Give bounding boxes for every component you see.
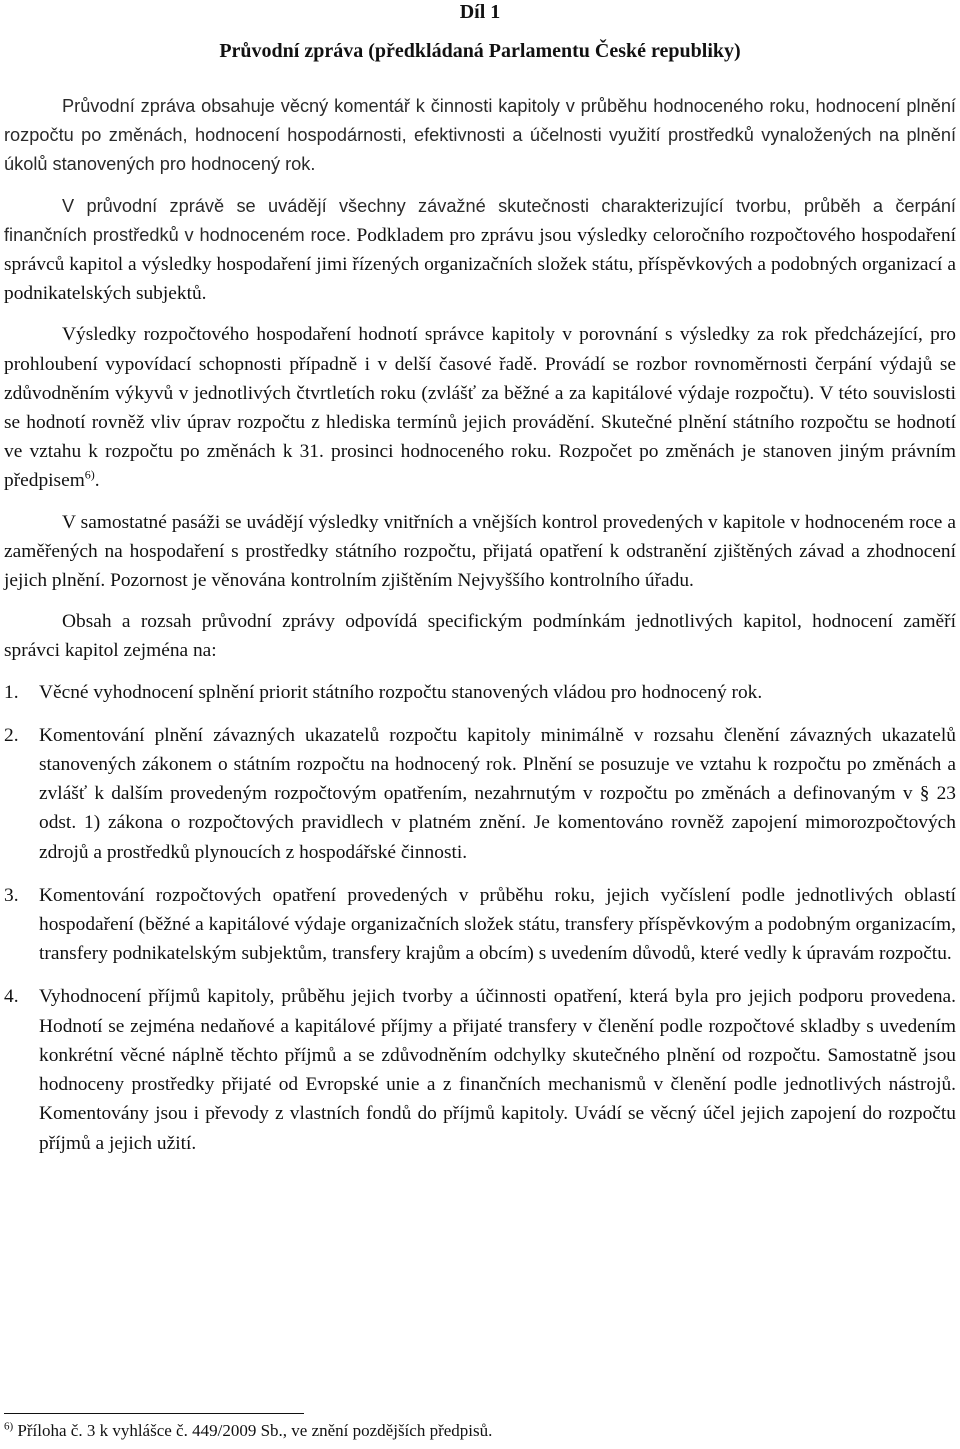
footnote-marker: 6) <box>4 1420 14 1433</box>
list-item-text: Věcné vyhodnocení splnění priorit státního rozpočtu stanovených vládou pro hodnocený rok. <box>39 681 763 703</box>
paragraph-intro: Průvodní zpráva obsahuje věcný komentář k činnosti kapitoly v průběhu hodnoceného roku, hodnocení plnění rozpočtu po změnách, hodnocení hospodárnosti, efektivnosti a účelnosti využití prostředků vynaložených na plnění úkolů stanovených pro hodnocený rok. <box>4 96 956 175</box>
footnote <box>4 1420 944 1442</box>
list-item <box>4 721 956 867</box>
list-item <box>4 982 956 1157</box>
paragraph-content-overview-serif: Podkladem pro zprávu jsou výsledky celoročního rozpočtového hospodaření správců kapitol a výsledky hospodaření jimi řízených organizačních složek státu, příspěvkových a podobných organizací a podnikatelských subjektů. <box>4 224 956 305</box>
list-item-text: Komentování rozpočtových opatření provedených v průběhu roku, jejich vyčíslení podle jednotlivých oblastí hospodaření (běžné a kapitálové výdaje organizačních složek státu, transfery příspěvkovým a podobným organizacím, transfery podnikatelským subjektům, transfery krajům a obcím) s uvedením důvodů, které vedly k úpravám rozpočtu. <box>39 884 956 965</box>
document-body <box>4 92 956 1172</box>
paragraph-controls: V samostatné pasáži se uvádějí výsledky vnitřních a vnějších kontrol provedených v kapitole v hodnoceném roce a zaměřených na hospodaření s prostředky státního rozpočtu, přijatá opatření k odstranění zjištěných závad a zhodnocení jejich plnění. Pozornost je věnována kontrolním zjištěním Nejvyššího kontrolního úřadu. <box>4 511 956 592</box>
list-item-number: 3. <box>4 884 19 906</box>
paragraph-content-overview <box>4 192 956 309</box>
document-title: Průvodní zpráva (předkládaná Parlamentu České republiky) <box>219 40 741 62</box>
list-item <box>4 881 956 969</box>
paragraph-budget-results <box>4 320 956 495</box>
paragraph-budget-results-text: Výsledky rozpočtového hospodaření hodnotí správce kapitoly v porovnání s výsledky za rok předcházející, pro prohloubení vypovídací schopnosti případně i v delší časové řadě. Provádí se rozbor rovnoměrnosti čerpání výdajů se zdůvodněním výkyvů v jednotlivých čtvrtletích roku (zvlášť za běžné a za kapitálové výdaje rozpočtu). V této souvislosti se hodnotí rovněž vliv úprav rozpočtu z hlediska termínů jejich provádění. Skutečné plnění státního rozpočtu se hodnotí ve vztahu k rozpočtu po změnách k 31. prosinci hodnoceného roku. Rozpočet po změnách je stanoven jiným právním předpisem <box>4 324 956 492</box>
evaluation-list <box>4 678 956 1158</box>
list-item-text: Komentování plnění závazných ukazatelů rozpočtu kapitoly minimálně v rozsahu členění závazných ukazatelů stanovených zákonem o státním rozpočtu na hodnocený rok. Plnění se posuzuje ve vztahu k rozpočtu po změnách a zvlášť k dalším provedeným rozpočtovým opatřením, nezahrnutým v rozpočtu po změnách a definovaným v § 23 odst. 1) zákona o rozpočtových pravidlech v platném znění. Je komentováno rovněž zapojení mimorozpočtových zdrojů a prostředků plynoucích z hospodářské činnosti. <box>39 724 956 863</box>
part-label: Díl 1 <box>459 1 501 23</box>
paragraph-budget-results-end: . <box>94 470 100 492</box>
paragraph-content-overview-sans: V průvodní zprávě se uvádějí všechny závažné skutečnosti charakterizující tvorbu, průběh a čerpání finančních prostředků v hodnoceném roce. <box>4 195 956 245</box>
footnote-text: Příloha č. 3 k vyhlášce č. 449/2009 Sb., ve znění pozdějších předpisů. <box>13 1421 493 1440</box>
footnote-separator <box>4 1413 304 1414</box>
list-item-number: 2. <box>4 724 19 746</box>
list-item <box>4 678 956 707</box>
list-item-number: 4. <box>4 986 19 1008</box>
list-item-number: 1. <box>4 681 19 703</box>
list-item-text: Vyhodnocení příjmů kapitoly, průběhu jejich tvorby a účinnosti opatření, která byla pro jejich podporu provedena. Hodnotí se zejména nedaňové a kapitálové příjmy a přijaté transfery v členění podle rozpočtové skladby s uvedením konkrétní věcné náplně těchto příjmů a se zdůvodněním odchylky skutečného plnění od rozpočtu. Samostatně jsou hodnoceny prostředky přijaté od Evropské unie a z finančních mechanismů v členění podle jednotlivých nástrojů. Komentovány jsou i převody z vlastních fondů do příjmů kapitoly. Uvádí se věcný účel jejich zapojení do rozpočtu příjmů a jejich užití. <box>39 986 956 1154</box>
footnote-reference: 6) <box>84 467 95 482</box>
paragraph-scope: Obsah a rozsah průvodní zprávy odpovídá specifickým podmínkám jednotlivých kapitol, hodnocení zaměří správci kapitol zejména na: <box>4 611 956 662</box>
